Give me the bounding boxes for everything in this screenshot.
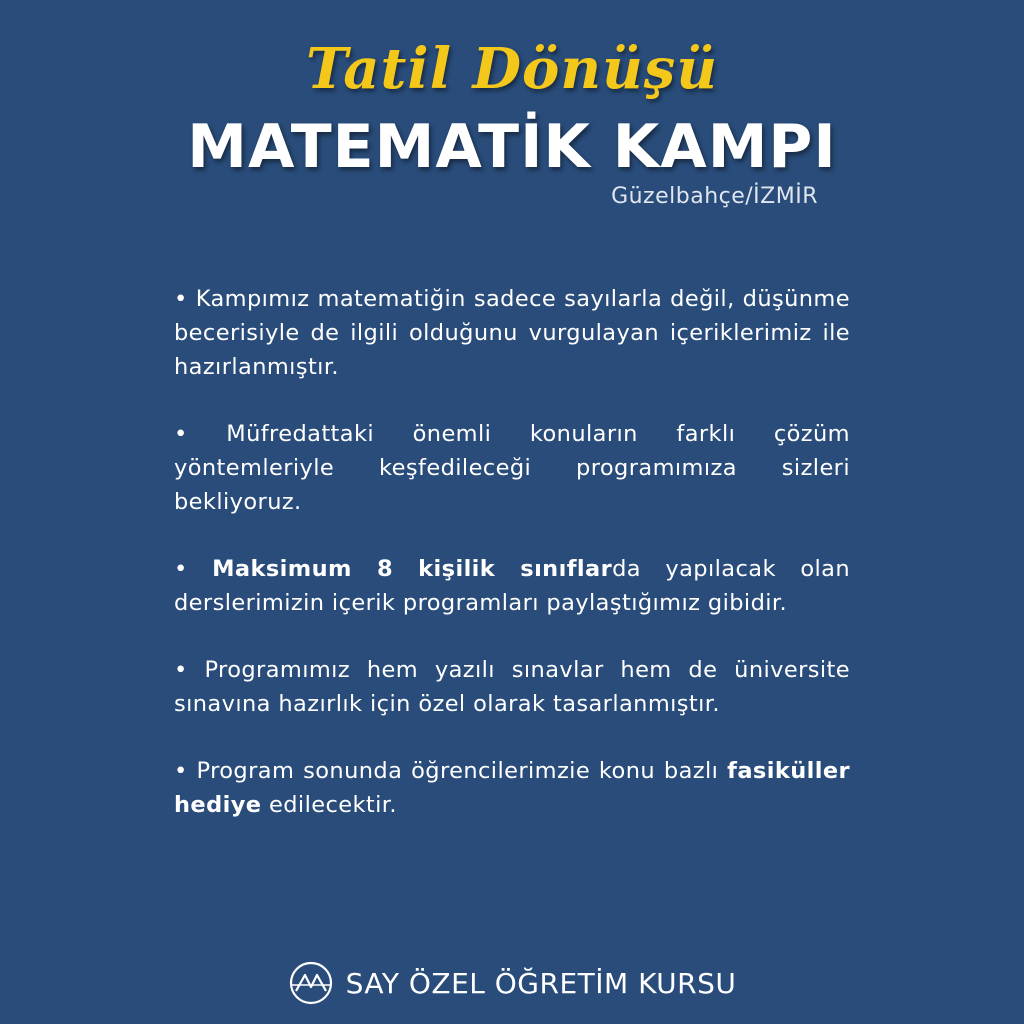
bullet-item xyxy=(174,282,850,384)
bullet-item xyxy=(174,754,850,822)
bullet-text: • Müfredattaki önemli konuların farklı çözüm yöntemleriyle keşfedileceği programımıza sizleri bekliyoruz. xyxy=(174,421,850,515)
header xyxy=(0,0,1024,230)
bullet-text: • Programımız hem yazılı sınavlar hem de üniversite sınavına hazırlık için özel olarak tasarlanmıştır. xyxy=(174,657,850,717)
bullet-text-end: da yapılacak olan derslerimizin içerik programları paylaştığımız gibidir. xyxy=(174,556,850,616)
bullet-list xyxy=(174,282,850,855)
footer-brand xyxy=(0,958,1024,1008)
bullet-item xyxy=(174,653,850,721)
bullet-bold-text: Maksimum 8 kişilik sınıflar xyxy=(212,556,613,582)
bullet-text: • Kampımız matematiğin sadece sayılarla değil, düşünme becerisiyle de ilgili olduğunu vurgulayan içeriklerimiz ile hazırlanmıştır. xyxy=(174,286,850,380)
main-title: MATEMATİK KAMPI xyxy=(187,112,837,182)
bullet-item xyxy=(174,552,850,620)
script-title: Tatil Dönüşü xyxy=(305,36,719,102)
bullet-item xyxy=(174,417,850,519)
mountain-circle-icon xyxy=(288,960,334,1006)
brand-name: SAY ÖZEL ÖĞRETİM KURSU xyxy=(345,966,737,1000)
location-label: Güzelbahçe/İZMİR xyxy=(611,184,818,209)
bullet-text: • Program sonunda öğrencilerimzie konu bazlı xyxy=(174,758,728,784)
bullet-bold-text: fasiküller hediye xyxy=(174,758,850,818)
bullet-text-end: edilecektir. xyxy=(261,792,397,818)
bullet-text: • xyxy=(174,556,213,582)
